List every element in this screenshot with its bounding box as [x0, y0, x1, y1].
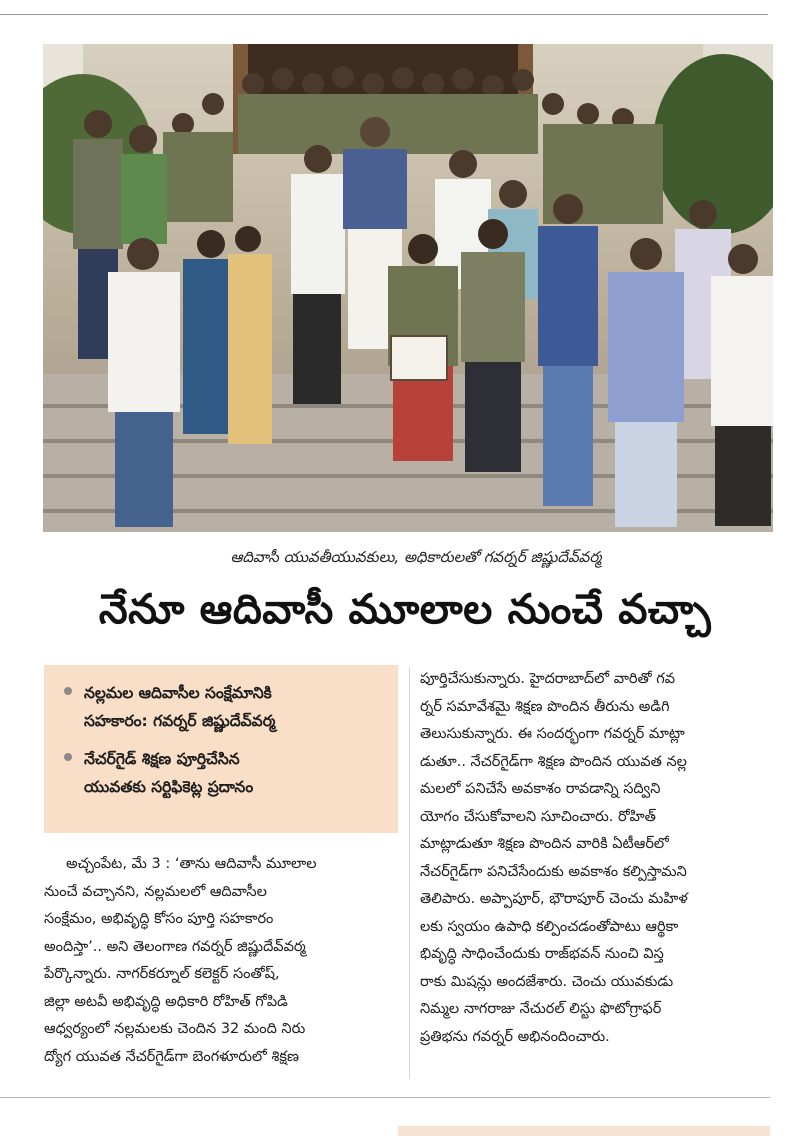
body-line: నిమ్మల నాగరాజు నేచురల్ లిస్టు ఫొటోగ్రాఫర్: [420, 1001, 662, 1017]
body-line: రాకు మిషన్లు అందజేశారు. చెంచు యువకుడు: [420, 973, 674, 990]
body-line: డుతూ.. నేచర్‌గైడ్‌గా శిక్షణ పొందిన యువత నల్ల: [420, 753, 687, 770]
group-photo: [43, 44, 773, 532]
headline: నేనూ ఆదివాసీ మూలాల నుంచే వచ్చా: [98, 585, 712, 633]
highlight-item: [62, 745, 386, 801]
body-line: లకు స్వయం ఉపాధి కల్పించడంతోపాటు ఆర్థికా: [420, 918, 679, 935]
group-photo-icon: [43, 44, 773, 532]
body-line: మలలో పనిచేసే అవకాశం రావడాన్ని సద్విని: [420, 781, 661, 797]
body-line: పూర్తిచేసుకున్నారు. హైదరాబాద్‌లో వారితో గవ: [420, 671, 676, 687]
article-body-right: [420, 666, 772, 1051]
highlight-line: నేచర్‌గైడ్ శిక్షణ పూర్తిచేసిన: [84, 750, 240, 768]
highlight-item: [62, 679, 386, 735]
body-line: తెలిపారు. అప్పాపూర్, భౌరాపూర్ చెంచు మహిళ: [420, 891, 688, 907]
bottom-rule: [0, 1097, 770, 1098]
body-line: అందిస్తా’.. అని తెలంగాణ గవర్నర్ జిష్ణుదేవ్‌వర్మ: [44, 938, 306, 955]
bullet-icon: [64, 687, 72, 695]
photo-caption: ఆదివాసీ యువతీయువకులు, అధికారులతో గవర్నర్ జిష్ణుదేవ్‌వర్మ: [230, 548, 602, 566]
column-divider: [409, 667, 410, 1079]
bullet-icon: [64, 753, 72, 761]
body-line: అచ్చంపేట, మే 3 : ‘తాను ఆదివాసీ మూలాల: [66, 856, 317, 872]
body-line: నేచర్‌గైడ్‌గా పనిచేసేందుకు అవకాశం కల్పిస్తామని: [420, 863, 687, 880]
highlight-line: నల్లమల ఆదివాసీల సంక్షేమానికి: [84, 684, 272, 702]
highlights-box: [44, 665, 398, 833]
body-line: భివృద్ధి సాధించేందుకు రాజ్‌భవన్ నుంచి విస్త: [420, 946, 664, 962]
top-rule: [0, 14, 768, 15]
body-line: మాట్లాడుతూ శిక్షణ పొందిన వారికి ఏటీఆర్‌లో: [420, 836, 669, 852]
highlight-line: సహకారం: గవర్నర్ జిష్ణుదేవ్‌వర్మ: [84, 712, 276, 730]
next-article-strip: [398, 1126, 770, 1136]
body-line: పేర్కొన్నారు. నాగర్‌కర్నూల్ కలెక్టర్ సంతోష్,: [44, 966, 280, 982]
body-line: ఆధ్వర్యంలో నల్లమలకు చెందిన 32 మంది నిరు: [44, 1021, 306, 1037]
body-line: ప్రతిభను గవర్నర్ అభినందించారు.: [420, 1028, 610, 1045]
article-body-left: [44, 851, 396, 1071]
body-line: యోగం చేసుకోవాలని సూచించారు. రోహిత్: [420, 808, 656, 825]
body-line: ర్నర్ సమావేశమై శిక్షణ పొందిన తీరును అడిగి: [420, 698, 670, 715]
body-line: నుంచే వచ్చానని, నల్లమలలో ఆదివాసీల: [44, 883, 267, 900]
body-line: సంక్షేమం, అభివృద్ధి కోసం పూర్తి సహకారం: [44, 911, 274, 927]
body-line: ద్యోగ యువత నేచర్‌గైడ్‌గా బెంగళూరులో శిక్షణ: [44, 1048, 299, 1065]
highlight-line: యువతకు సర్టిఫికెట్ల ప్రదానం: [84, 778, 254, 796]
body-line: జిల్లా అటవీ అభివృద్ధి అధికారి రోహిత్ గోపిడి: [44, 993, 288, 1010]
body-line: తెలుసుకున్నారు. ఈ సందర్భంగా గవర్నర్ మాట్లా: [420, 726, 685, 742]
